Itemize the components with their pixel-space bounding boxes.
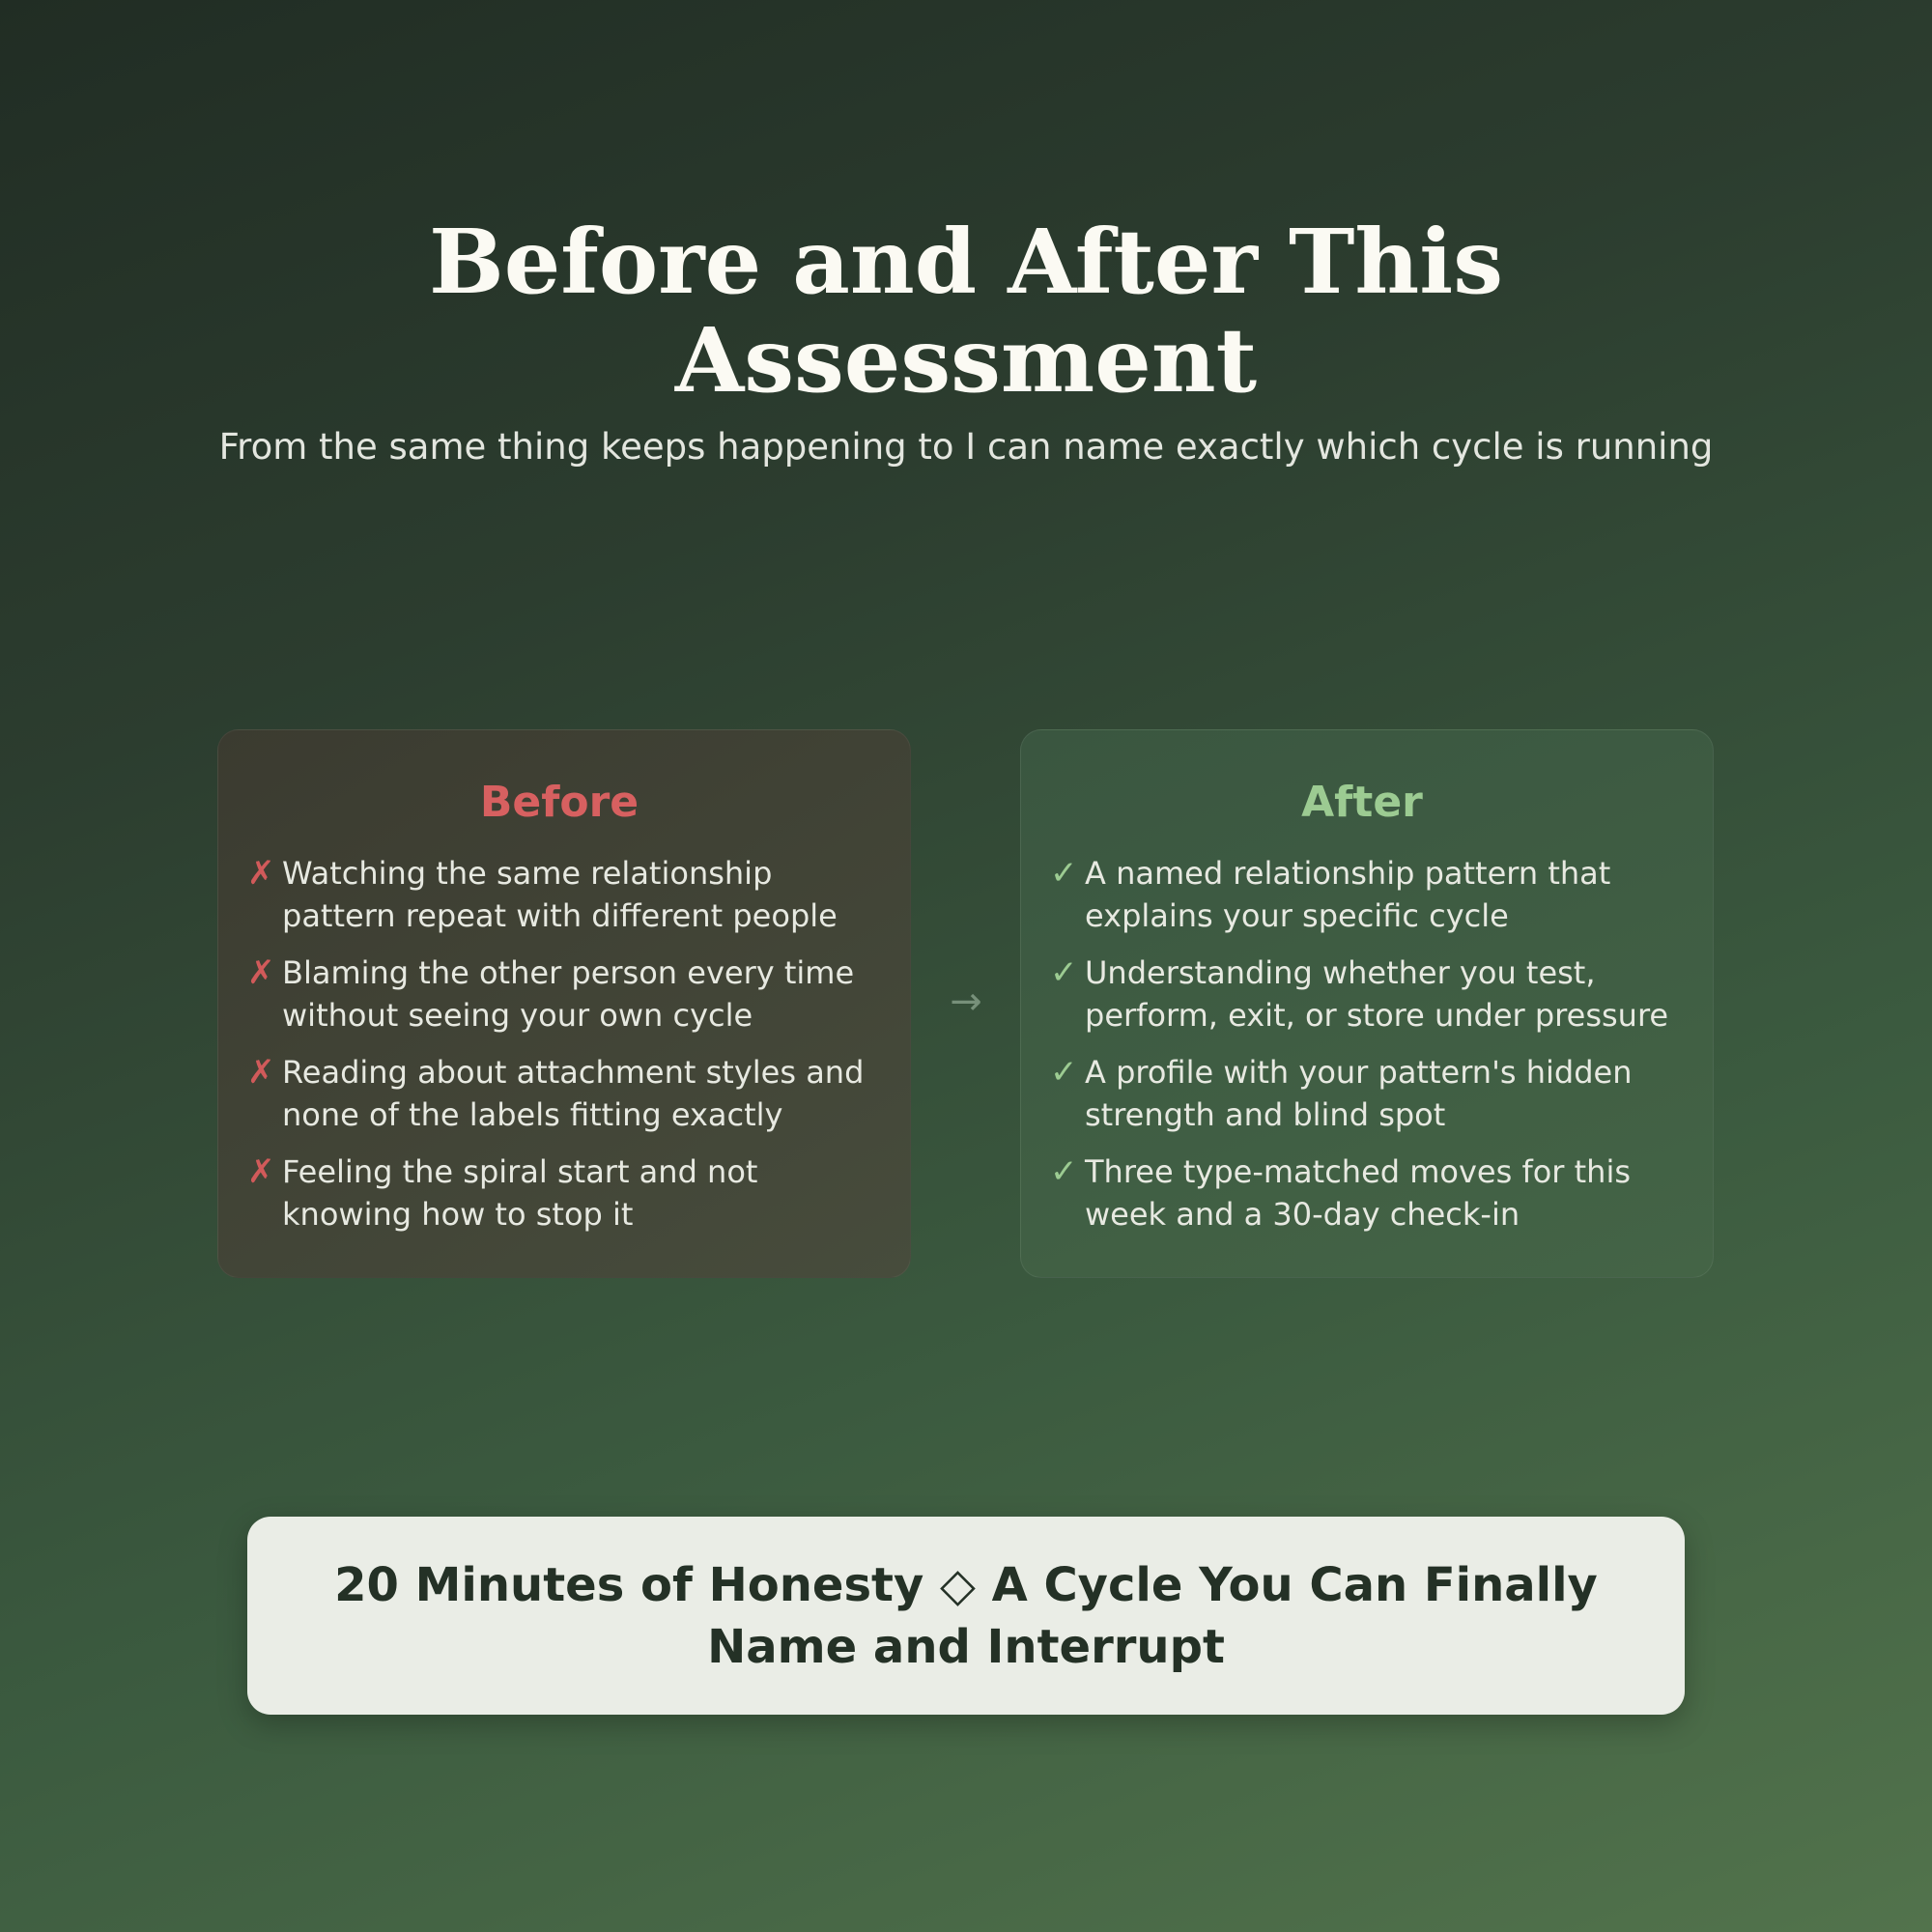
page-title: Before and After This Assessment (428, 210, 1504, 412)
x-mark-icon: ✗ (247, 1053, 275, 1092)
after-list-item (1050, 852, 1674, 937)
page-subtitle: From the same thing keeps happening to I can name exactly which cycle is running (218, 426, 1714, 468)
x-mark-icon: ✗ (247, 1152, 275, 1191)
before-item-text: Blaming the other person every time without seeing your own cycle (282, 954, 855, 1034)
check-mark-icon: ✓ (1050, 953, 1078, 992)
cta-text: 20 Minutes of Honesty ◇ A Cycle You Can Finally Name and Interrupt (334, 1557, 1598, 1674)
before-list-item (247, 1151, 871, 1236)
x-mark-icon: ✗ (247, 953, 275, 992)
after-list-item (1050, 952, 1674, 1037)
header (0, 210, 1932, 469)
x-mark-icon: ✗ (247, 854, 275, 893)
after-card (1020, 729, 1714, 1278)
check-mark-icon: ✓ (1050, 1053, 1078, 1092)
after-item-text: A profile with your pattern's hidden strength and blind spot (1085, 1054, 1633, 1133)
after-list-item (1050, 1051, 1674, 1136)
cta-banner (247, 1517, 1685, 1715)
after-list-item (1050, 1151, 1674, 1236)
before-item-text: Reading about attachment styles and none of the labels fitting exactly (282, 1054, 865, 1133)
check-mark-icon: ✓ (1050, 1152, 1078, 1191)
before-item-text: Feeling the spiral start and not knowing how to stop it (282, 1153, 758, 1233)
check-mark-icon: ✓ (1050, 854, 1078, 893)
after-item-text: Understanding whether you test, perform, exit, or store under pressure (1085, 954, 1669, 1034)
before-heading: Before (479, 778, 639, 827)
arrow-right-icon: → (950, 980, 982, 1024)
before-list-item (247, 852, 871, 937)
before-list-item (247, 1051, 871, 1136)
after-item-text: A named relationship pattern that explains your specific cycle (1085, 855, 1611, 934)
before-list-item (247, 952, 871, 1037)
before-item-text: Watching the same relationship pattern repeat with different people (282, 855, 838, 934)
after-item-text: Three type-matched moves for this week and a 30-day check-in (1085, 1153, 1632, 1233)
after-heading: After (1301, 778, 1423, 827)
before-card (217, 729, 911, 1278)
